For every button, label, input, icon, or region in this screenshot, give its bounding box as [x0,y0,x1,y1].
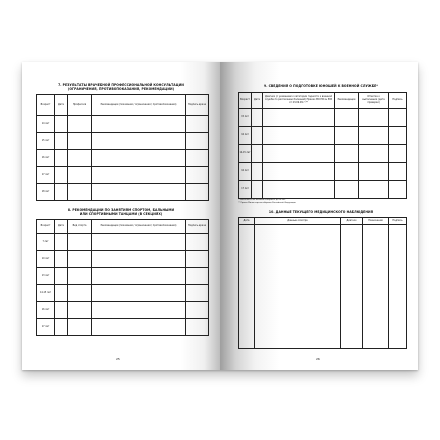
section10-header-exam-data: Данные осмотра [255,218,341,225]
date-cell[interactable] [55,167,68,184]
section9-header-completion-mark: Отметка о выполнении (дата проверки) [359,93,389,109]
recommendation-cell[interactable] [92,150,186,167]
table-row [37,251,209,268]
section7-table [36,94,209,201]
recommendation-cell[interactable] [335,163,359,181]
profession-cell[interactable] [68,133,92,150]
diagnosis-cell[interactable] [263,145,335,163]
signature-cell[interactable] [186,234,209,251]
recommendation-cell[interactable] [92,251,186,268]
date-cell[interactable] [252,127,263,145]
signature-cell[interactable] [186,285,209,302]
date-cell[interactable] [55,133,68,150]
section10-header-diagnosis: Диагноз [341,218,363,225]
section7-title-line1: 7. РЕЗУЛЬТАТЫ ВРАЧЕБНОЙ ПРОФЕССИОНАЛЬНОЙ КОНСУЛЬТАЦИИ [58,83,184,87]
date-cell[interactable] [55,302,68,319]
date-cell[interactable] [252,109,263,127]
age-cell: 16 лет [239,163,252,181]
date-cell[interactable] [55,285,68,302]
section8-header-signature: Подпись врача [186,220,209,234]
section9-table [238,92,407,199]
sport-cell[interactable] [68,234,92,251]
date-column[interactable] [239,225,255,349]
sport-cell[interactable] [68,251,92,268]
section9-header-row [239,93,407,109]
date-cell[interactable] [55,251,68,268]
age-cell: 14 лет [37,116,55,133]
signature-cell[interactable] [389,181,407,199]
sport-cell[interactable] [68,285,92,302]
age-cell: 10 лет [37,251,55,268]
signature-cell[interactable] [186,319,209,336]
section8-header-age: Возраст [37,220,55,234]
age-cell: 16 лет [37,150,55,167]
age-cell: 17 лет [37,319,55,336]
section10-table [238,217,407,349]
table-row [239,145,407,163]
age-cell: 15 лет [239,109,252,127]
completion-cell[interactable] [359,127,389,145]
table-row [239,109,407,127]
exam-data-column[interactable] [255,225,341,349]
section9-title: 9. СВЕДЕНИЯ О ПОДГОТОВКЕ ЮНОШЕЙ К ВОЕННОЙ СЛУЖБЕ* [264,84,378,88]
section10-header-prescriptions: Назначения [363,218,389,225]
signature-cell[interactable] [186,302,209,319]
age-cell: 14-15 лет [37,285,55,302]
table-row [239,163,407,181]
age-cell: 16 лет [37,302,55,319]
recommendation-cell[interactable] [92,319,186,336]
signature-cell[interactable] [389,145,407,163]
footnote-2: ** Приказ Министерства обороны Российской Федерации [238,202,296,204]
section8-table [36,219,209,336]
recommendation-cell[interactable] [92,167,186,184]
table-row [37,234,209,251]
recommendation-cell[interactable] [92,268,186,285]
page-number-right: 26 [316,357,320,361]
table-row [239,181,407,199]
section9-header-signature: Подпись [389,93,407,109]
table-row [239,127,407,145]
recommendation-cell[interactable] [92,302,186,319]
table-row [239,225,407,349]
section8-header-recommendations: Рекомендации (показания / ограничения / противопоказания) [92,220,186,234]
sport-cell[interactable] [68,268,92,285]
table-row [37,150,209,167]
signature-cell[interactable] [389,163,407,181]
left-page [22,62,220,370]
table-row [37,285,209,302]
section10-title: 10. ДАННЫЕ ТЕКУЩЕГО МЕДИЦИНСКОГО НАБЛЮДЕНИЯ [268,210,374,214]
section10-header-signature: Подпись [389,218,407,225]
date-cell[interactable] [55,319,68,336]
section9-header-age: Возраст [239,93,252,109]
signature-cell[interactable] [186,133,209,150]
signature-cell[interactable] [186,184,209,201]
profession-cell[interactable] [68,167,92,184]
footnote-1: * Заполняется на юношей в возрасте до 18 лет [238,199,286,201]
signature-cell[interactable] [389,127,407,145]
signature-cell[interactable] [389,109,407,127]
recommendation-cell[interactable] [92,234,186,251]
age-cell: 7 лет [37,234,55,251]
section8-title [40,208,202,216]
profession-cell[interactable] [68,184,92,201]
recommendation-cell[interactable] [335,109,359,127]
table-row [37,184,209,201]
table-row [37,319,209,336]
section7-header-signature: Подпись врача [186,95,209,116]
section7-header-age: Возраст [37,95,55,116]
completion-cell[interactable] [359,145,389,163]
recommendation-cell[interactable] [92,184,186,201]
date-cell[interactable] [252,163,263,181]
age-cell: 17 лет [239,181,252,199]
section7-header-profession: Профессия [68,95,92,116]
section9-header-recommendations: Рекомендации [335,93,359,109]
profession-cell[interactable] [68,116,92,133]
signature-column[interactable] [389,225,407,349]
completion-cell[interactable] [359,109,389,127]
section10-header-row [239,218,407,225]
section7-header-row [37,95,209,116]
completion-cell[interactable] [359,163,389,181]
date-cell[interactable] [252,145,263,163]
section10-header-date: Дата [239,218,255,225]
recommendation-cell[interactable] [335,127,359,145]
signature-cell[interactable] [186,150,209,167]
signature-cell[interactable] [186,116,209,133]
page-number-left: 25 [116,357,120,361]
prescriptions-column[interactable] [363,225,389,349]
table-row [37,133,209,150]
diagnosis-column[interactable] [341,225,363,349]
recommendation-cell[interactable] [92,133,186,150]
age-cell: 16 лет [239,127,252,145]
age-cell: 13 лет [37,268,55,285]
section9-header-diagnosis: Диагноз (с указанием к категории годности к военной службе по расписанию болезней) Приказ МО РФ № 565 от 23.09.09 г.** [263,93,335,109]
table-row [37,302,209,319]
date-cell[interactable] [55,184,68,201]
date-cell[interactable] [55,150,68,167]
diagnosis-cell[interactable] [263,109,335,127]
diagnosis-cell[interactable] [263,163,335,181]
diagnosis-cell[interactable] [263,127,335,145]
notebook-spread [22,62,418,370]
table-row [37,268,209,285]
signature-cell[interactable] [186,167,209,184]
section7-header-recommendations: Рекомендации (показания / ограничения / противопоказания) [92,95,186,116]
age-cell: 15 лет [37,133,55,150]
signature-cell[interactable] [186,251,209,268]
section9-header-date: Дата [252,93,263,109]
section7-title [40,83,202,91]
date-cell[interactable] [252,181,263,199]
table-row [37,116,209,133]
completion-cell[interactable] [359,181,389,199]
age-cell: 18 лет [37,184,55,201]
section8-header-date: Дата [55,220,68,234]
section8-header-sport: Вид спорта [68,220,92,234]
section8-header-row [37,220,209,234]
sport-cell[interactable] [68,302,92,319]
section7-title-line2: (ОГРАНИЧЕНИЯ, ПРОТИВОПОКАЗАНИЯ, РЕКОМЕНДАЦИИ) [67,87,175,92]
signature-cell[interactable] [186,268,209,285]
section7-header-date: Дата [55,95,68,116]
date-cell[interactable] [55,234,68,251]
date-cell[interactable] [55,268,68,285]
recommendation-cell[interactable] [92,285,186,302]
diagnosis-cell[interactable] [263,181,335,199]
age-cell: 17 лет [37,167,55,184]
recommendation-cell[interactable] [335,145,359,163]
table-row [37,167,209,184]
recommendation-cell[interactable] [92,116,186,133]
sport-cell[interactable] [68,319,92,336]
right-page [220,62,418,370]
recommendation-cell[interactable] [335,181,359,199]
section8-title-line1: 8. РЕКОМЕНДАЦИИ ПО ЗАНЯТИЯМ СПОРТОМ, БАЛЬНЫМИ [67,208,175,212]
profession-cell[interactable] [68,150,92,167]
section8-title-line2: ИЛИ СПОРТИВНЫМИ ТАНЦАМИ (В СЕКЦИЯХ) [79,212,163,217]
date-cell[interactable] [55,116,68,133]
age-cell: 14-15 лет [239,145,252,163]
